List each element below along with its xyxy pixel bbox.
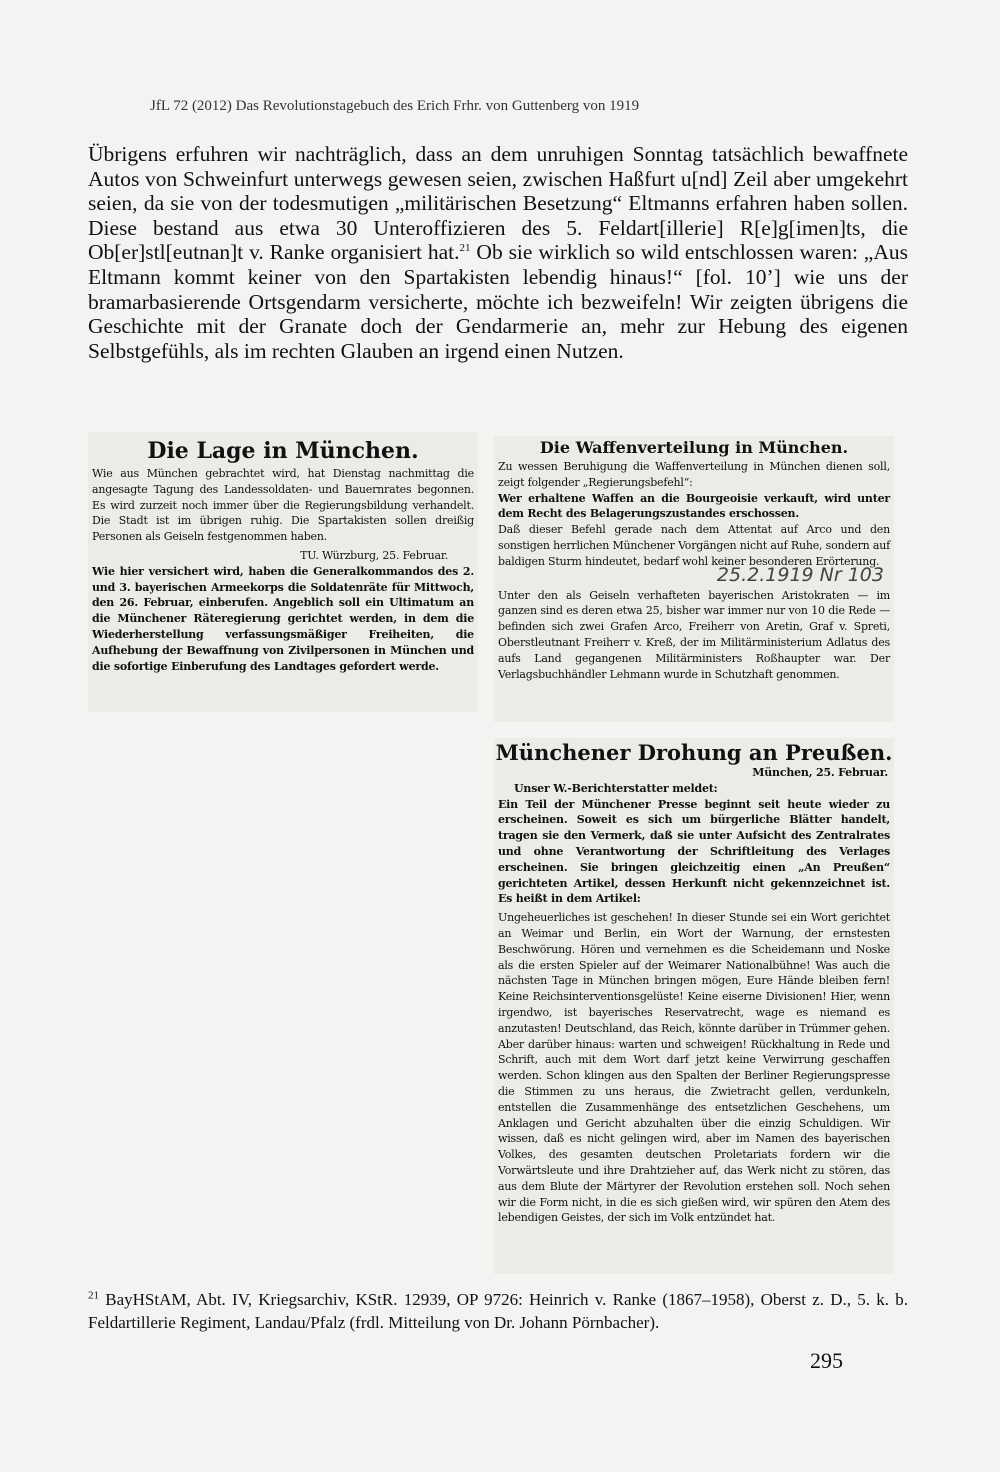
clipping-paragraph: Wie aus München gebrachtet wird, hat Dienstag nachmittag die angesagte Tagung des Landessoldaten- und Bauernrates begonnen. Es wird zurzeit noch immer über die Regierungsbildung verhandelt. Die Stadt ist im übrigen ruhig. Die Spartakisten sollen dreißig Personen als Geiseln festgenommen haben. [92, 467, 474, 544]
page-number: 295 [810, 1348, 843, 1373]
clipping-dateline: TU. Würzburg, 25. Februar. [300, 548, 448, 562]
footnote-text: BayHStAM, Abt. IV, Kriegsarchiv, KStR. 12939, OP 9726: Heinrich v. Ranke (1867–1958), Oberst z. D., 5. k. b. Feldartillerie Regiment, Landau/Pfalz (frdl. Mitteilung von Dr. Johann Pörnbacher). [88, 1290, 909, 1332]
body-paragraph [88, 142, 908, 363]
clipping-paragraph: Unter den als Geiseln verhafteten bayerischen Aristokraten — im ganzen sind es deren etwa 25, bisher war immer nur von 10 die Rede — befinden sich zwei Grafen Arco, Freiherr von Aretin, Graf v. Spreti, Oberstleutnant Freiherr v. Kreß, der im Militärministerium Adlatus des aufs Land gegangenen Militärministers Roßhaupter war. Der Verlagsbuchhändler Lehmann wurde in Schutzhaft genommen. [498, 588, 890, 681]
footnote [88, 1288, 908, 1334]
clipping-waffenverteilung [494, 436, 894, 722]
clipping-title: Die Waffenverteilung in München. [539, 438, 849, 457]
footnote-ref: 21 [459, 242, 471, 255]
handwritten-archive-note: 25.2.1919 Nr 103 [716, 563, 884, 586]
running-header: JfL 72 (2012) Das Revolutionstagebuch des Erich Frhr. von Guttenberg von 1919 [150, 98, 640, 114]
clipping-dateline: München, 25. Februar. [752, 766, 888, 779]
body-text-part2: Ob sie wirklich so wild entschlossen waren: „Aus Eltmann kommt keiner von den Spartakisten lebendig hinaus!“ [fol. 10’] wie uns der bramarbasierende Ortsgendarm versicherte, möchte ich bezweifeln! Wir zeigten übrigens die Geschichte mit der Granate doch der Gendarmerie an, mehr zur Hebung des eigenen Selbstgefühls, als im rechten Glauben an irgend einen Nutzen. [88, 240, 908, 363]
clipping-muenchener-drohung [494, 738, 894, 1274]
clipping-paragraph: Zu wessen Beruhigung die Waffenverteilung in München dienen soll, zeigt folgender „Regierungsbefehl“: [498, 460, 890, 489]
clipping-paragraph: Ein Teil der Münchener Presse beginnt seit heute wieder zu erscheinen. Soweit es sich um bürgerliche Blätter handelt, tragen sie den Vermerk, daß sie unter Aufsicht des Zentralrates und ohne Verantwortung der Schriftleitung des Verlages erscheinen. Sie bringen gleichzeitig einen „An Preußen“ gerichteten Artikel, dessen Herkunft nicht gekennzeichnet ist. Es heißt in dem Artikel: [498, 797, 890, 906]
clipping-title: Münchener Drohung an Preußen. [495, 740, 893, 765]
clipping-title: Die Lage in München. [147, 438, 419, 464]
clipping-lead: Unser W.-Berichterstatter meldet: [514, 781, 718, 795]
footnote-number: 21 [88, 1289, 99, 1302]
clipping-paragraph: Daß dieser Befehl gerade nach dem Attentat auf Arco und den sonstigen herrlichen Münchener Vorgängen nicht auf Ruhe, sondern auf baldigen Sturm hindeutet, bedarf wohl keiner besonderen Erörterung. [498, 523, 890, 568]
clipping-paragraph: Wie hier versichert wird, haben die Generalkommandos des 2. und 3. bayerischen Armeekorps die Soldatenräte für Mittwoch, den 26. Februar, einberufen. Angeblich soll ein Ultimatum an die Münchener Räteregierung gerichtet werden, in dem die Wiederherstellung verfassungsmäßiger Freiheiten, die Aufhebung der Bewaffnung von Zivilpersonen in München und die sofortige Einberufung des Landtages gefordert werde. [92, 564, 474, 673]
clipping-paragraph: Wer erhaltene Waffen an die Bourgeoisie verkauft, wird unter dem Recht des Belagerungszustandes erschossen. [498, 491, 890, 521]
clipping-paragraph: Ungeheuerliches ist geschehen! In dieser Stunde sei ein Wort gerichtet an Weimar und Berlin, ein Wort der Warnung, der ernstesten Beschwörung. Hören und vernehmen es die Scheidemann und Noske als die ersten Spieler auf der Weimarer Nationalbühne! Was auch die nächsten Tage in München bringen mögen, Eure Hände bleiben fern! Keine Reichsinterventionsgelüste! Keine eiserne Divisionen! Hier, wenn irgendwo, ist bayerisches Reservatrecht, wage es niemand es anzutasten! Deutschland, das Reich, könnte darüber in Trümmer gehen. Aber darüber hinaus: warten und schweigen! Rückhaltung in Rede und Schrift, auch mit dem Wort darf jetzt keine Verwirrung geschaffen werden. Schon klingen aus den Spalten der Berliner Regierungspresse die Stimmen zu uns heraus, die Zwietracht gellen, verdunkeln, entstellen die Zusammenhänge des entsetzlichen Geschehens, um Anklagen und Gericht abzuhalten über die einzig Schuldigen. Wir wissen, daß es nicht gelingen wird, aber im Namen des bayerischen Volkes, des gesamten deutschen Proletariats fordern wir die Vorwärtsleute und ihre Drahtzieher auf, das Werk nicht zu stören, das aus dem Blute der Märtyrer der Revolution erstehen soll. Noch sehen wir die Form nicht, in die es sich gießen wird, wir spüren den Atem des lebendigen Geistes, der sich im Volk entzündet hat. [498, 911, 890, 1225]
body-text-part1: Übrigens erfuhren wir nachträglich, dass an dem unruhigen Sonntag tatsächlich bewaffnete Autos von Schweinfurt unterwegs gewesen seien, zwischen Haßfurt u[nd] Zeil aber umgekehrt seien, da sie von der todesmutigen „militärischen Besetzung“ Eltmanns erfahren haben sollen. Diese bestand aus etwa 30 Unteroffizieren des 5. Feldart[illerie] R[e]g[imen]ts, die Ob[er]stl[eutnan]t v. Ranke organisiert hat. [88, 142, 908, 265]
clipping-lage-in-muenchen [88, 432, 478, 712]
